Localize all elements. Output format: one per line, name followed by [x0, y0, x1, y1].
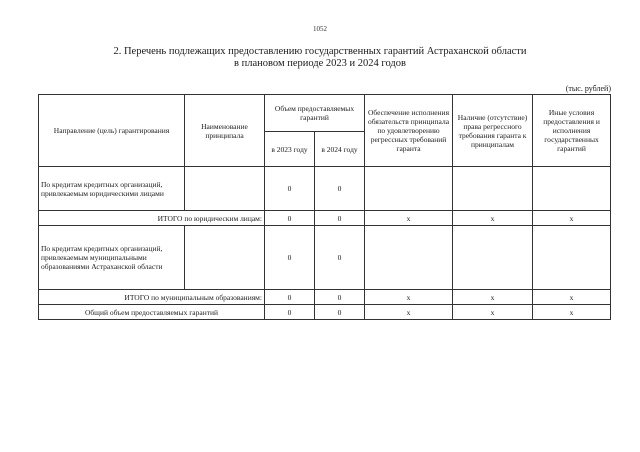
units-label: (тыс. рублей) — [565, 84, 611, 93]
header-recourse-right: Наличие (отсутствие) права регрессного требования гаранта к принципалам — [453, 95, 533, 167]
row-legal-direction: По кредитам кредитных организаций, привлекаемым юридическими лицами — [39, 167, 185, 211]
row-muni-other — [533, 226, 611, 290]
header-volume: Объем предоставляемых гарантий — [265, 95, 365, 132]
muni-total-label: ИТОГО по муниципальным образованиям: — [39, 290, 265, 305]
row-muni-recourse — [453, 226, 533, 290]
document-title — [60, 46, 580, 70]
legal-total-label: ИТОГО по юридическим лицам: — [39, 211, 265, 226]
header-recourse-security: Обеспечение исполнения обязательств принципала по удовлетворению регрессных требований гаранта — [365, 95, 453, 167]
legal-total-2024: 0 — [315, 211, 365, 226]
muni-total-recourse: x — [453, 290, 533, 305]
muni-total-2024: 0 — [315, 290, 365, 305]
title-line-2: в плановом периоде 2023 и 2024 годов — [234, 58, 406, 69]
row-legal-security — [365, 167, 453, 211]
header-other-conditions: Иные условия предоставления и исполнения государственных гарантий — [533, 95, 611, 167]
row-legal-2024: 0 — [315, 167, 365, 211]
muni-total-2023: 0 — [265, 290, 315, 305]
header-year-2023: в 2023 году — [265, 132, 315, 167]
legal-total-security: x — [365, 211, 453, 226]
guarantees-table — [38, 94, 611, 320]
grand-total-recourse: x — [453, 305, 533, 320]
grand-total-security: x — [365, 305, 453, 320]
header-principal: Наименование принципала — [185, 95, 265, 167]
header-direction: Направление (цель) гарантирования — [39, 95, 185, 167]
legal-total-2023: 0 — [265, 211, 315, 226]
row-legal-recourse — [453, 167, 533, 211]
row-legal-2023: 0 — [265, 167, 315, 211]
row-muni-security — [365, 226, 453, 290]
grand-total-2024: 0 — [315, 305, 365, 320]
row-legal-principal — [185, 167, 265, 211]
table-header-row — [39, 95, 611, 132]
legal-total-recourse: x — [453, 211, 533, 226]
table-row-municipalities — [39, 226, 611, 290]
row-muni-direction: По кредитам кредитных организаций, привлекаемым муниципальными образованиями Астраханской области — [39, 226, 185, 290]
table-row-legal-entities — [39, 167, 611, 211]
muni-total-other: x — [533, 290, 611, 305]
table-row-legal-total — [39, 211, 611, 226]
row-muni-principal — [185, 226, 265, 290]
grand-total-label: Общий объем предоставляемых гарантий — [39, 305, 265, 320]
muni-total-security: x — [365, 290, 453, 305]
grand-total-other: x — [533, 305, 611, 320]
header-year-2024: в 2024 году — [315, 132, 365, 167]
title-line-1: 2. Перечень подлежащих предоставлению государственных гарантий Астраханской области — [113, 46, 527, 57]
row-muni-2023: 0 — [265, 226, 315, 290]
legal-total-other: x — [533, 211, 611, 226]
row-muni-2024: 0 — [315, 226, 365, 290]
row-legal-other — [533, 167, 611, 211]
table-row-muni-total — [39, 290, 611, 305]
grand-total-2023: 0 — [265, 305, 315, 320]
page-number: 1052 — [313, 25, 327, 33]
table-row-grand-total — [39, 305, 611, 320]
